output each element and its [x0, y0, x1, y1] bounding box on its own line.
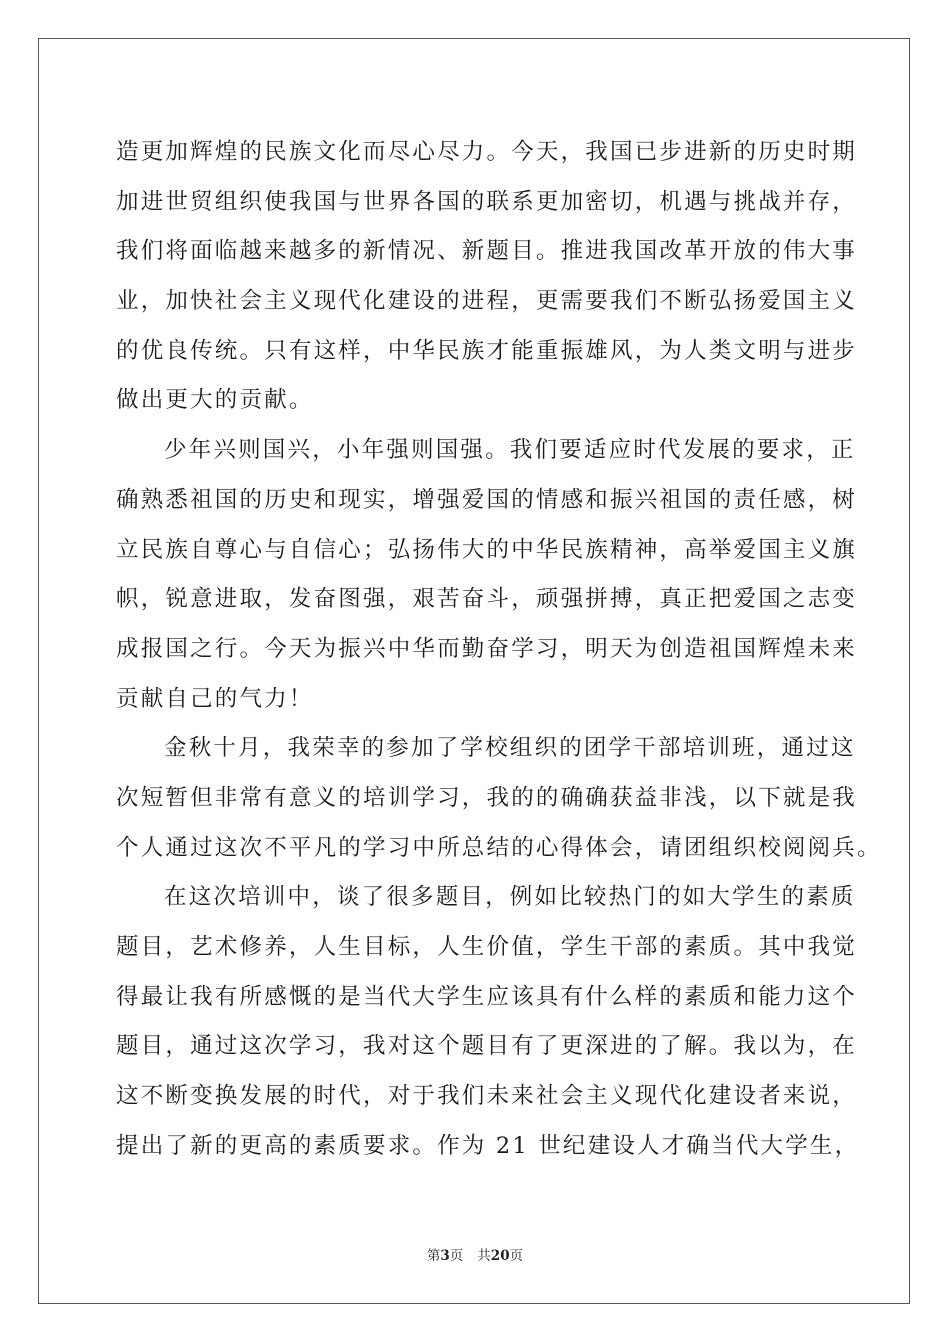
- text-line: 在这次培训中，谈了很多题目，例如比较热门的如大学生的素质: [164, 884, 856, 911]
- text-line: 少年兴则国兴，小年强则国强。我们要适应时代发展的要求，正: [164, 437, 856, 464]
- text-line: 加进世贸组织使我国与世界各国的联系更加密切，机遇与挑战并存，: [116, 188, 858, 215]
- text-line: 业，加快社会主义现代化建设的进程，更需要我们不断弘扬爱国主义: [116, 288, 858, 315]
- text-line: 的优良传统。只有这样，中华民族才能重振雄风，为人类文明与进步: [116, 337, 858, 364]
- text-line: 造更加辉煌的民族文化而尽心尽力。今天，我国已步进新的历史时期: [116, 139, 858, 165]
- text-line: 做出更大的贡献。: [116, 387, 314, 414]
- text-line: 成报国之行。今天为振兴中华而勤奋学习，明天为创造祖国辉煌未来: [116, 635, 858, 662]
- document-body: [116, 128, 882, 1171]
- text-line: 题目，艺术修养，人生目标，人生价值，学生干部的素质。其中我觉: [116, 934, 858, 960]
- text-line: 立民族自尊心与自信心；弘扬伟大的中华民族精神，高举爱国主义旗: [116, 536, 858, 563]
- footer-total-prefix: 共: [477, 1248, 491, 1264]
- text-line: 提出了新的更高的素质要求。作为 21 世纪建设人才确当代大学生，: [116, 1132, 860, 1159]
- footer-prefix: 第: [426, 1248, 441, 1264]
- text-line: 次短暂但非常有意义的培训学习，我的的确确获益非浅，以下就是我: [116, 784, 858, 811]
- text-line: 我们将面临越来越多的新情况、新题目。推进我国改革开放的伟大事: [116, 238, 858, 265]
- footer-page-suffix: 页: [449, 1248, 464, 1264]
- text-line: 个人通过这次不平凡的学习中所总结的心得体会，请团组织校阅阅兵。: [116, 834, 882, 861]
- text-line: 金秋十月，我荣幸的参加了学校组织的团学干部培训班，通过这: [164, 735, 856, 762]
- footer-total-suffix: 页: [509, 1248, 524, 1264]
- paragraph: [116, 873, 860, 1171]
- text-line: 得最让我有所感慨的是当代大学生应该具有什么样的素质和能力这个: [116, 983, 858, 1010]
- text-line: 题目，通过这次学习，我对这个题目有了更深进的了解。我以为，在: [116, 1033, 858, 1060]
- current-page-number: 3: [440, 1248, 450, 1264]
- paragraph: [116, 724, 882, 873]
- paragraph: [116, 426, 858, 724]
- text-line: 确熟悉祖国的历史和现实，增强爱国的情感和振兴祖国的责任感，树: [116, 486, 858, 513]
- page-footer: [0, 1244, 950, 1264]
- paragraph: [116, 128, 858, 426]
- text-line: 这不断变换发展的时代，对于我们未来社会主义现代化建设者来说，: [116, 1083, 858, 1110]
- text-line: 贡献自己的气力！: [116, 685, 314, 712]
- total-page-count: 20: [490, 1248, 510, 1264]
- text-line: 帜，锐意进取，发奋图强，艰苦奋斗，顽强拼搏，真正把爱国之志变: [116, 586, 858, 613]
